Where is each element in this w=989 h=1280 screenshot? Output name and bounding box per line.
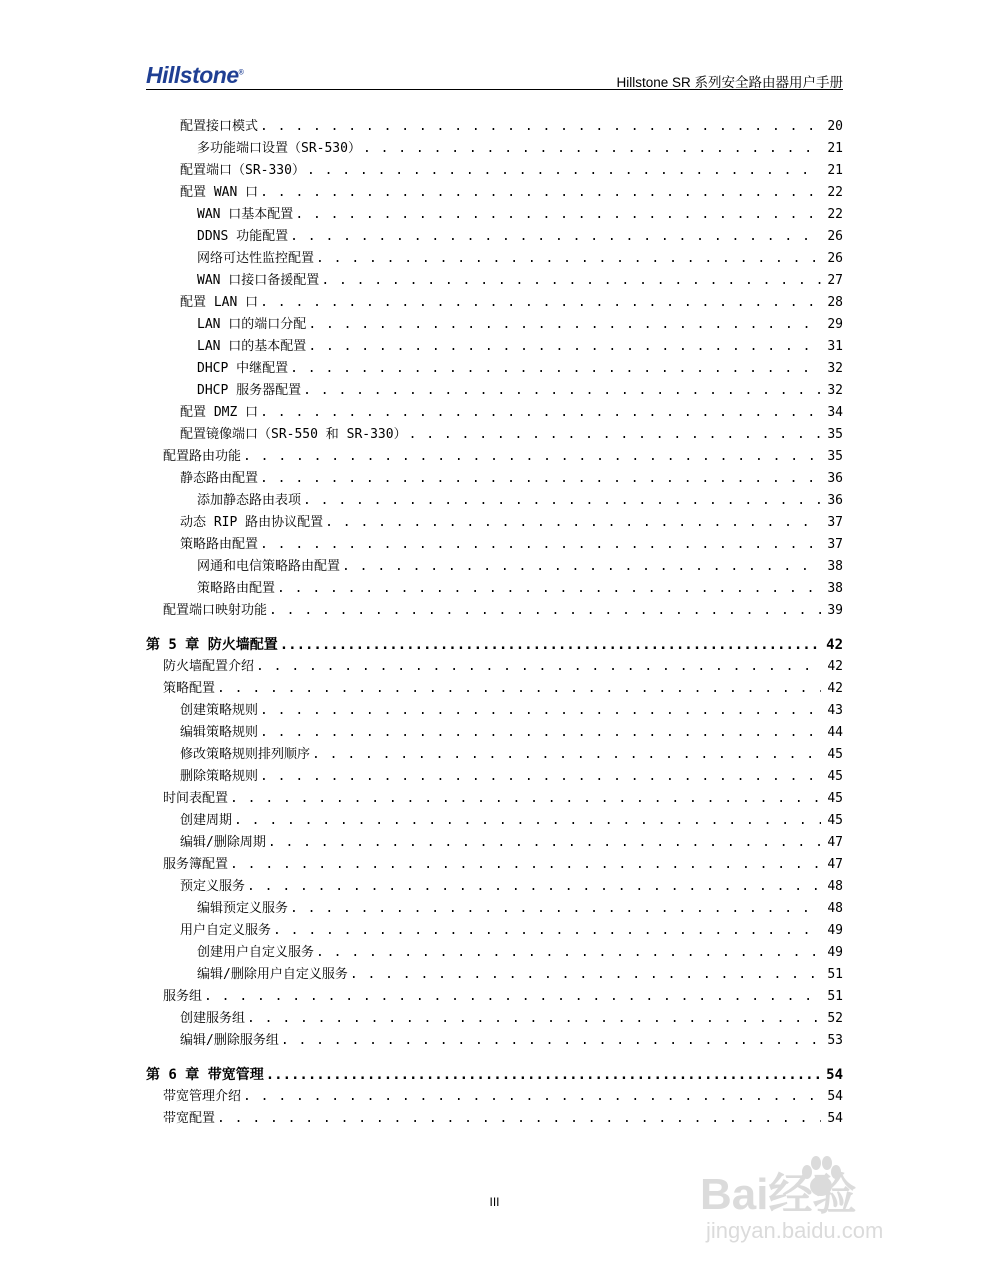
toc-page-number: 52 <box>827 1011 843 1026</box>
header-divider <box>146 89 843 90</box>
toc-entry[interactable] <box>146 468 843 490</box>
toc-page-number: 42 <box>827 659 843 674</box>
toc-entry[interactable] <box>146 854 843 876</box>
toc-entry[interactable] <box>146 700 843 722</box>
toc-entry[interactable] <box>146 556 843 578</box>
toc-dot-leader <box>260 116 821 138</box>
toc-dot-leader <box>260 292 821 314</box>
toc-page-number: 26 <box>827 251 843 266</box>
paw-icon <box>795 1152 847 1204</box>
toc-entry-title: 编辑/删除用户自定义服务 <box>197 967 348 982</box>
toc-entry[interactable] <box>146 898 843 920</box>
toc-entry[interactable] <box>146 424 843 446</box>
toc-page-number: 22 <box>827 207 843 222</box>
toc-dot-leader <box>260 700 821 722</box>
toc-entry[interactable] <box>146 986 843 1008</box>
toc-dot-leader <box>266 1064 821 1086</box>
toc-entry[interactable] <box>146 314 843 336</box>
toc-dot-leader <box>247 1008 821 1030</box>
toc-page-number: 39 <box>827 603 843 618</box>
toc-page-number: 45 <box>827 747 843 762</box>
toc-dot-leader <box>256 656 821 678</box>
toc-entry[interactable] <box>146 116 843 138</box>
toc-page-number: 31 <box>827 339 843 354</box>
toc-page-number: 38 <box>827 581 843 596</box>
toc-page-number: 49 <box>827 945 843 960</box>
toc-entry-title: 创建周期 <box>180 813 233 828</box>
toc-page-number: 42 <box>827 681 843 696</box>
toc-dot-leader <box>268 832 821 854</box>
toc-dot-leader <box>230 788 821 810</box>
toc-page-number: 54 <box>827 1111 843 1126</box>
toc-dot-leader <box>260 722 821 744</box>
toc-entry[interactable] <box>146 964 843 986</box>
toc-dot-leader <box>303 380 821 402</box>
toc-entry-title: 时间表配置 <box>163 791 229 806</box>
toc-entry[interactable] <box>146 490 843 512</box>
toc-dot-leader <box>260 534 821 556</box>
toc-chapter-entry[interactable] <box>146 1064 843 1086</box>
chapter-spacer <box>146 622 843 634</box>
toc-page-number: 49 <box>827 923 843 938</box>
toc-entry[interactable] <box>146 380 843 402</box>
toc-page-number: 51 <box>827 989 843 1004</box>
toc-dot-leader <box>342 556 821 578</box>
toc-entry[interactable] <box>146 138 843 160</box>
toc-entry[interactable] <box>146 578 843 600</box>
toc-entry[interactable] <box>146 446 843 468</box>
toc-dot-leader <box>325 512 821 534</box>
toc-entry[interactable] <box>146 744 843 766</box>
toc-entry-title: DHCP 中继配置 <box>197 361 289 376</box>
toc-entry-title: 网络可达性监控配置 <box>197 251 315 266</box>
toc-entry[interactable] <box>146 226 843 248</box>
page-number: III <box>489 1195 500 1209</box>
toc-entry[interactable] <box>146 832 843 854</box>
toc-dot-leader <box>350 964 821 986</box>
toc-page-number: 51 <box>827 967 843 982</box>
toc-entry[interactable] <box>146 656 843 678</box>
toc-dot-leader <box>312 744 821 766</box>
table-of-contents <box>146 116 843 1130</box>
toc-page-number: 54 <box>827 1089 843 1104</box>
toc-entry-title: 创建用户自定义服务 <box>197 945 315 960</box>
toc-entry-title: 创建策略规则 <box>180 703 259 718</box>
toc-entry[interactable] <box>146 920 843 942</box>
toc-dot-leader <box>243 446 821 468</box>
toc-entry-title: 添加静态路由表项 <box>197 493 302 508</box>
toc-entry-title: 策略路由配置 <box>197 581 276 596</box>
toc-page-number: 38 <box>827 559 843 574</box>
toc-dot-leader <box>290 898 821 920</box>
toc-entry-title: 编辑策略规则 <box>180 725 259 740</box>
toc-entry-title: DDNS 功能配置 <box>197 229 289 244</box>
toc-entry[interactable] <box>146 810 843 832</box>
toc-dot-leader <box>290 358 821 380</box>
toc-entry[interactable] <box>146 766 843 788</box>
toc-dot-leader <box>260 182 821 204</box>
toc-entry[interactable] <box>146 358 843 380</box>
toc-entry-title: 网通和电信策略路由配置 <box>197 559 341 574</box>
toc-entry[interactable] <box>146 402 843 424</box>
toc-entry-title: 多功能端口设置（SR-530） <box>197 141 361 156</box>
toc-dot-leader <box>260 766 821 788</box>
toc-page-number: 48 <box>827 879 843 894</box>
toc-entry-title: 编辑预定义服务 <box>197 901 289 916</box>
toc-entry-title: 防火墙配置介绍 <box>163 659 255 674</box>
toc-dot-leader <box>295 204 821 226</box>
toc-entry-title: 配置路由功能 <box>163 449 242 464</box>
toc-page-number: 32 <box>827 383 843 398</box>
watermark-site: jingyan.baidu.com <box>706 1218 884 1243</box>
toc-page-number: 53 <box>827 1033 843 1048</box>
toc-entry[interactable] <box>146 534 843 556</box>
toc-dot-leader <box>409 424 821 446</box>
toc-entry[interactable] <box>146 182 843 204</box>
toc-page-number: 34 <box>827 405 843 420</box>
toc-entry[interactable] <box>146 722 843 744</box>
toc-entry-title: LAN 口的端口分配 <box>197 317 307 332</box>
toc-entry-title: 带宽配置 <box>163 1111 216 1126</box>
toc-entry[interactable] <box>146 1108 843 1130</box>
toc-page-number: 47 <box>827 835 843 850</box>
toc-entry-title: WAN 口接口备援配置 <box>197 273 320 288</box>
toc-page-number: 35 <box>827 427 843 442</box>
watermark-brand: Bai经验 <box>700 1170 857 1219</box>
toc-entry-title: 创建服务组 <box>180 1011 246 1026</box>
toc-dot-leader <box>308 314 821 336</box>
toc-dot-leader <box>316 248 821 270</box>
toc-entry[interactable] <box>146 270 843 292</box>
toc-page-number: 43 <box>827 703 843 718</box>
toc-page-number: 20 <box>827 119 843 134</box>
toc-entry-title: 服务组 <box>163 989 203 1004</box>
toc-entry-title: 配置 WAN 口 <box>180 185 259 200</box>
toc-page-number: 36 <box>827 493 843 508</box>
toc-entry[interactable] <box>146 876 843 898</box>
toc-dot-leader <box>204 986 821 1008</box>
toc-page-number: 21 <box>827 141 843 156</box>
toc-entry-title: 配置镜像端口（SR-550 和 SR-330） <box>180 427 407 442</box>
toc-dot-leader <box>217 1108 821 1130</box>
toc-dot-leader <box>307 160 821 182</box>
toc-page-number: 37 <box>827 537 843 552</box>
toc-page-number: 29 <box>827 317 843 332</box>
toc-entry[interactable] <box>146 942 843 964</box>
toc-page-number: 28 <box>827 295 843 310</box>
toc-dot-leader <box>230 854 821 876</box>
toc-entry-title: 配置 DMZ 口 <box>180 405 259 420</box>
toc-page-number: 32 <box>827 361 843 376</box>
toc-entry-title: 用户自定义服务 <box>180 923 272 938</box>
baidu-jingyan-watermark <box>700 1150 940 1260</box>
toc-dot-leader <box>321 270 821 292</box>
toc-dot-leader <box>363 138 821 160</box>
toc-page-number: 48 <box>827 901 843 916</box>
toc-page-number: 44 <box>827 725 843 740</box>
toc-dot-leader <box>269 600 821 622</box>
chapter-spacer <box>146 1052 843 1064</box>
toc-page-number: 45 <box>827 791 843 806</box>
toc-entry-title: 配置接口模式 <box>180 119 259 134</box>
toc-entry-title: WAN 口基本配置 <box>197 207 294 222</box>
toc-page-number: 35 <box>827 449 843 464</box>
header-title: Hillstone SR 系列安全路由器用户手册 <box>616 75 843 90</box>
toc-chapter-entry[interactable] <box>146 634 843 656</box>
toc-dot-leader <box>316 942 821 964</box>
toc-page-number: 42 <box>826 637 843 653</box>
toc-entry-title: 第 5 章 防火墙配置 <box>146 637 278 653</box>
toc-dot-leader <box>260 402 821 424</box>
toc-entry-title: 策略路由配置 <box>180 537 259 552</box>
toc-entry-title: 带宽管理介绍 <box>163 1089 242 1104</box>
toc-entry-title: 动态 RIP 路由协议配置 <box>180 515 324 530</box>
toc-page-number: 26 <box>827 229 843 244</box>
toc-page-number: 21 <box>827 163 843 178</box>
toc-entry-title: 编辑/删除周期 <box>180 835 266 850</box>
toc-entry[interactable] <box>146 788 843 810</box>
toc-entry-title: DHCP 服务器配置 <box>197 383 302 398</box>
toc-entry-title: 静态路由配置 <box>180 471 259 486</box>
toc-dot-leader <box>308 336 821 358</box>
toc-dot-leader <box>234 810 821 832</box>
toc-page-number: 45 <box>827 813 843 828</box>
toc-page-number: 36 <box>827 471 843 486</box>
toc-entry-title: 编辑/删除服务组 <box>180 1033 279 1048</box>
toc-entry-title: 第 6 章 带宽管理 <box>146 1067 264 1083</box>
toc-entry-title: 策略配置 <box>163 681 216 696</box>
toc-entry-title: 删除策略规则 <box>180 769 259 784</box>
toc-dot-leader <box>277 578 821 600</box>
toc-entry-title: 配置端口（SR-330） <box>180 163 305 178</box>
toc-page-number: 54 <box>826 1067 843 1083</box>
hillstone-logo: Hillstone® <box>146 62 244 88</box>
toc-entry[interactable] <box>146 160 843 182</box>
toc-page-number: 37 <box>827 515 843 530</box>
toc-dot-leader <box>217 678 821 700</box>
toc-entry-title: 服务簿配置 <box>163 857 229 872</box>
toc-entry[interactable] <box>146 1008 843 1030</box>
toc-dot-leader <box>247 876 821 898</box>
toc-entry[interactable] <box>146 1086 843 1108</box>
toc-page-number: 27 <box>827 273 843 288</box>
toc-page-number: 45 <box>827 769 843 784</box>
toc-entry-title: 预定义服务 <box>180 879 246 894</box>
toc-entry[interactable] <box>146 600 843 622</box>
toc-entry[interactable] <box>146 678 843 700</box>
toc-dot-leader <box>281 1030 821 1052</box>
toc-dot-leader <box>260 468 821 490</box>
toc-dot-leader <box>280 634 821 656</box>
toc-entry[interactable] <box>146 292 843 314</box>
toc-entry-title: LAN 口的基本配置 <box>197 339 307 354</box>
toc-dot-leader <box>290 226 821 248</box>
toc-entry[interactable] <box>146 512 843 534</box>
toc-entry-title: 配置 LAN 口 <box>180 295 259 310</box>
toc-entry[interactable] <box>146 204 843 226</box>
toc-dot-leader <box>303 490 821 512</box>
toc-dot-leader <box>273 920 821 942</box>
toc-page-number: 47 <box>827 857 843 872</box>
toc-page-number: 22 <box>827 185 843 200</box>
toc-dot-leader <box>243 1086 821 1108</box>
toc-entry[interactable] <box>146 1030 843 1052</box>
toc-entry[interactable] <box>146 248 843 270</box>
toc-entry-title: 配置端口映射功能 <box>163 603 268 618</box>
toc-entry-title: 修改策略规则排列顺序 <box>180 747 311 762</box>
toc-entry[interactable] <box>146 336 843 358</box>
